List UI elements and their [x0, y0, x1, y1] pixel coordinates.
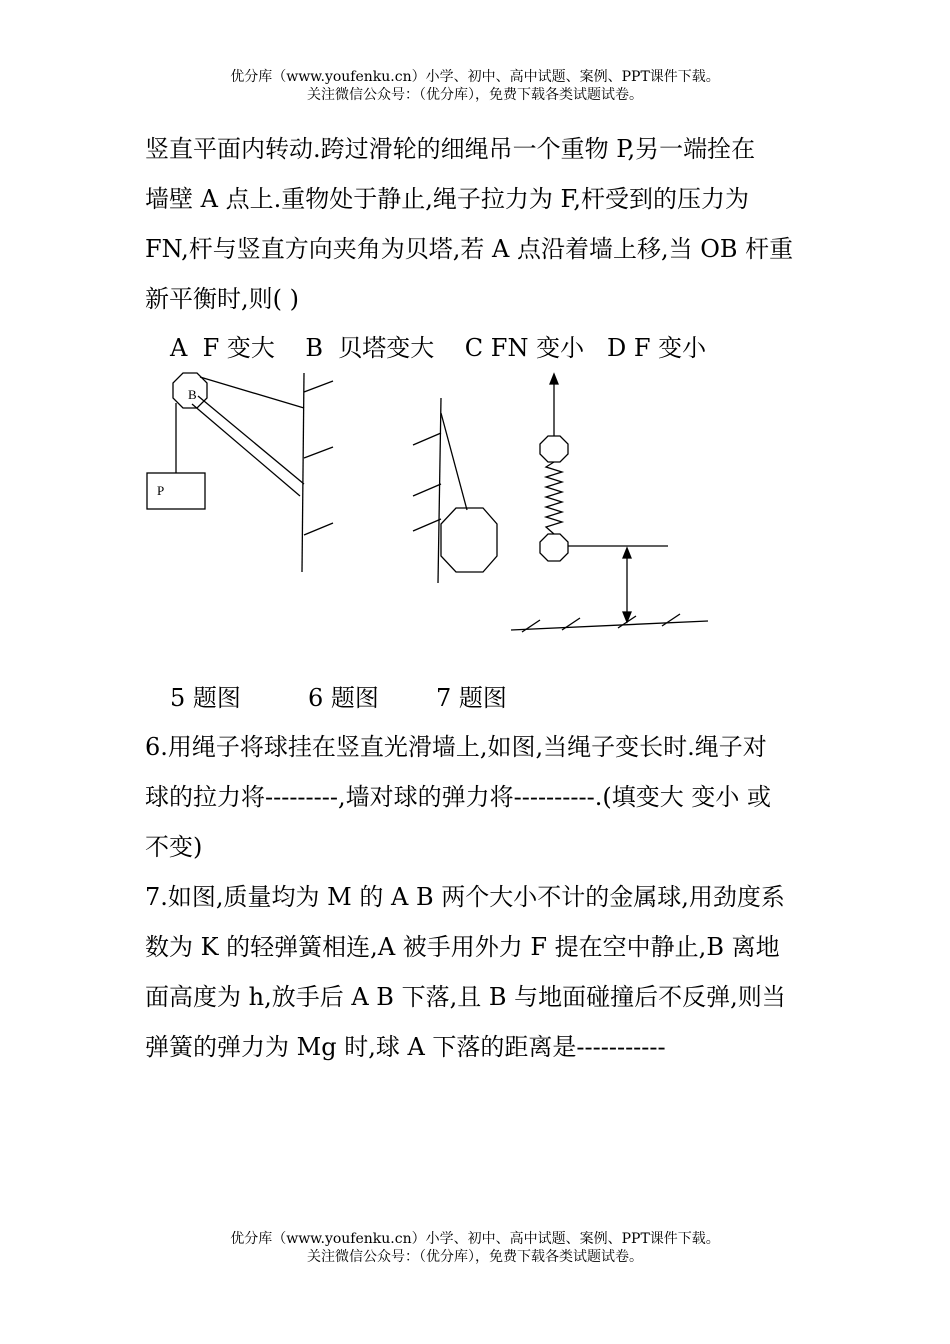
page-footer: [0, 1230, 950, 1266]
text-line: 新平衡时,则( ): [145, 285, 299, 313]
ground-hatch: [522, 620, 540, 632]
figure-7-diagram: [511, 374, 708, 632]
text-line: FN,杆与竖直方向夹角为贝塔,若 A 点沿着墙上移,当 OB 杆重: [145, 235, 794, 263]
text-line: 球的拉力将---------,墙对球的弹力将----------.(填变大 变小 或: [145, 783, 771, 811]
ball-b: [540, 534, 568, 561]
wall-5: [302, 373, 304, 572]
figure-5-diagram: [147, 373, 333, 572]
caption-figure-7: 7 题图: [436, 684, 507, 712]
text-line: 墙壁 A 点上.重物处于静止,绳子拉力为 F,杆受到的压力为: [145, 185, 750, 213]
text-line: 弹簧的弹力为 Mg 时,球 A 下落的距离是-----------: [145, 1033, 666, 1061]
question-7-text: [145, 872, 810, 1072]
ball-a: [540, 436, 568, 462]
weight-p-box: [147, 473, 205, 509]
question-6-text: [145, 722, 810, 872]
height-arrow-head-top: [623, 548, 631, 558]
text-line: 6.用绳子将球挂在竖直光滑墙上,如图,当绳子变长时.绳子对: [145, 733, 767, 761]
header-line-1: 优分库（www.youfenku.cn）小学、初中、高中试题、案例、PPT课件下载。: [230, 69, 720, 85]
text-line: 竖直平面内转动.跨过滑轮的细绳吊一个重物 P,另一端拴在: [145, 135, 756, 163]
wall-hatch: [304, 447, 333, 458]
ground-hatch: [562, 618, 580, 630]
wall-hatch: [304, 381, 333, 392]
rod-upper-edge: [198, 396, 304, 484]
ground: [511, 621, 708, 630]
ground-hatch: [662, 614, 680, 626]
wall-hatch: [413, 484, 441, 496]
label-b: B: [188, 387, 197, 402]
rope-6: [441, 413, 467, 510]
text-line: 面高度为 h,放手后 A B 下落,且 B 与地面碰撞后不反弹,则当: [145, 983, 786, 1011]
caption-figure-5: 5 题图: [170, 684, 241, 712]
ball-6: [441, 508, 497, 572]
footer-line-1: 优分库（www.youfenku.cn）小学、初中、高中试题、案例、PPT课件下载。: [230, 1231, 720, 1247]
rope-to-wall: [200, 377, 304, 408]
text-line: 不变): [145, 833, 203, 861]
text-line: 数为 K 的轻弹簧相连,A 被手用外力 F 提在空中静止,B 离地: [145, 933, 780, 961]
wall-hatch: [304, 523, 333, 535]
rod-lower-edge: [192, 404, 300, 496]
force-arrow-head: [550, 374, 558, 384]
header-line-2: 关注微信公众号：（优分库），免费下载各类试题试卷。: [307, 87, 643, 103]
figure-6-diagram: [413, 398, 497, 583]
wall-hatch: [413, 433, 441, 445]
label-p: P: [157, 483, 165, 498]
wall-hatch: [413, 519, 441, 531]
spring: [546, 462, 562, 534]
footer-line-2: 关注微信公众号：（优分库），免费下载各类试题试卷。: [307, 1249, 643, 1265]
question-5-options: A F 变大 B 贝塔变大 C FN 变小 D F 变小: [170, 334, 707, 362]
caption-figure-6: 6 题图: [308, 684, 379, 712]
text-line: 7.如图,质量均为 M 的 A B 两个大小不计的金属球,用劲度系: [145, 883, 785, 911]
